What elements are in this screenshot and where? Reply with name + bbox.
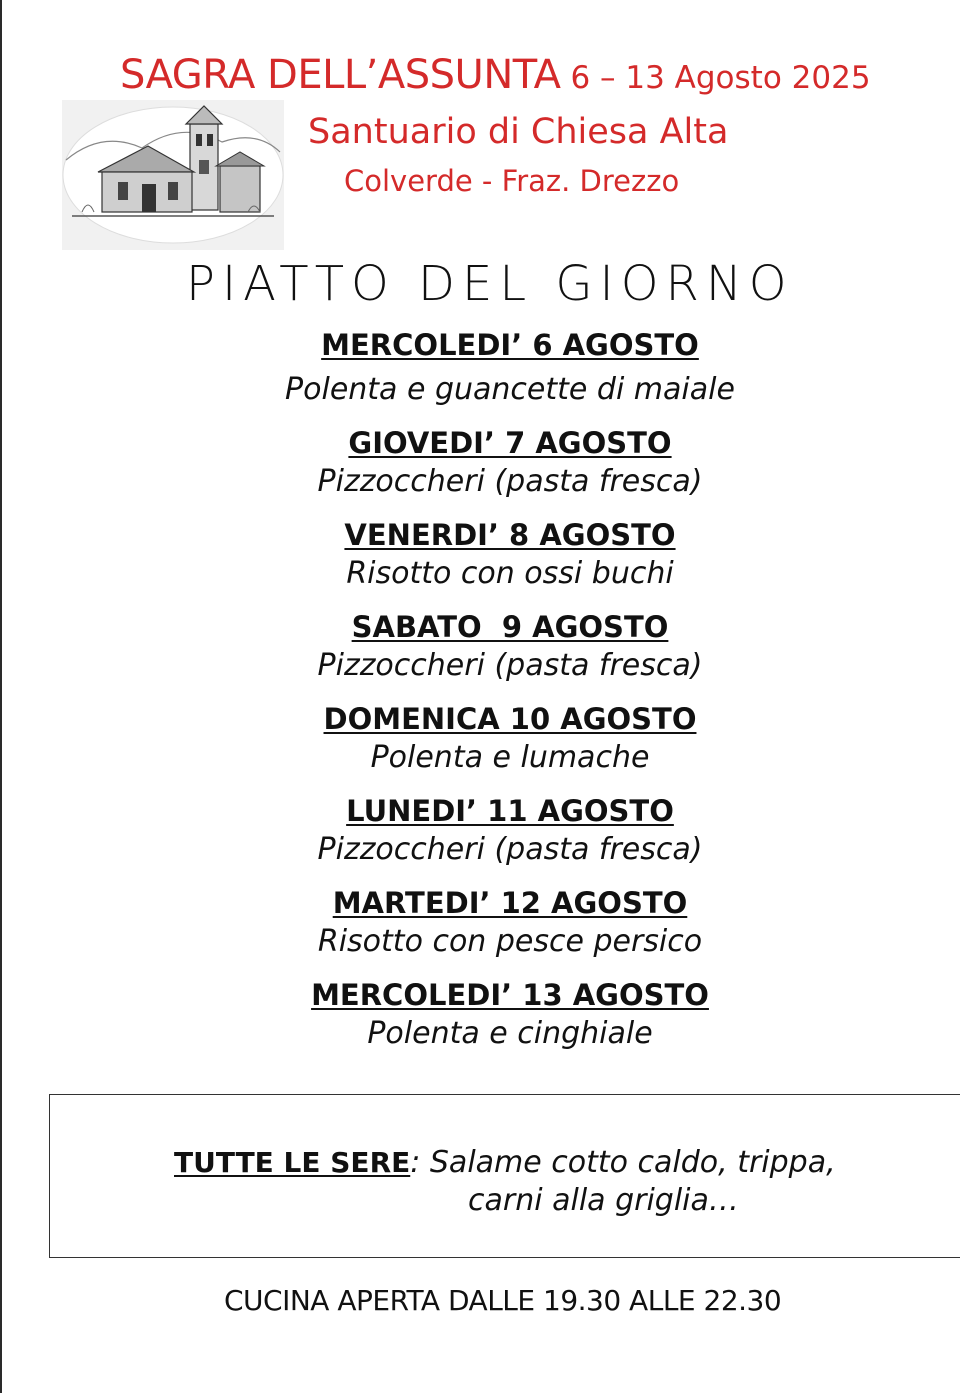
- kitchen-hours: CUCINA APERTA DALLE 19.30 ALLE 22.30: [224, 1284, 782, 1317]
- every-night-text-continued: carni alla griglia…: [468, 1183, 739, 1218]
- menu-entry: [200, 424, 820, 502]
- menu-day: GIOVEDI’ 7 AGOSTO: [348, 426, 672, 460]
- menu-entry: [200, 792, 820, 870]
- menu-entry: [200, 608, 820, 686]
- menu-entry: [200, 516, 820, 594]
- menu-dish: Polenta e lumache: [370, 740, 650, 775]
- menu-day: MARTEDI’ 12 AGOSTO: [332, 886, 688, 920]
- menu-entry: [200, 976, 820, 1054]
- event-dates: 6 – 13 Agosto 2025: [570, 60, 871, 96]
- every-night-box: [49, 1094, 960, 1258]
- menu-day: LUNEDI’ 11 AGOSTO: [346, 794, 674, 828]
- menu-dish: Pizzoccheri (pasta fresca): [317, 464, 703, 499]
- menu-day: MERCOLEDI’ 6 AGOSTO: [321, 328, 699, 362]
- event-name: SAGRA DELL’ASSUNTA: [120, 52, 561, 98]
- menu-dish: Pizzoccheri (pasta fresca): [317, 832, 703, 867]
- menu-dish: Polenta e guancette di maiale: [285, 372, 735, 407]
- every-night-label: TUTTE LE SERE: [174, 1146, 411, 1179]
- menu-dish: Polenta e cinghiale: [367, 1016, 653, 1051]
- venue-location: Colverde - Fraz. Drezzo: [344, 164, 680, 198]
- menu-day: MERCOLEDI’ 13 AGOSTO: [311, 978, 709, 1012]
- event-title: [120, 52, 871, 98]
- menu-dish: Risotto con pesce persico: [317, 924, 703, 959]
- menu-day: SABATO 9 AGOSTO: [351, 610, 669, 644]
- every-night-line: [174, 1145, 836, 1180]
- every-night-text: : Salame cotto caldo, trippa,: [410, 1145, 836, 1180]
- page-heading: PIATTO DEL GIORNO: [186, 256, 794, 312]
- left-border: [0, 0, 2, 1393]
- church-sketch-icon: [62, 100, 284, 250]
- menu-day: VENERDI’ 8 AGOSTO: [344, 518, 676, 552]
- menu-entry: [200, 326, 820, 410]
- menu-dish: Pizzoccheri (pasta fresca): [317, 648, 703, 683]
- menu-dish: Risotto con ossi buchi: [346, 556, 674, 591]
- menu-day: DOMENICA 10 AGOSTO: [323, 702, 697, 736]
- menu-entry: [200, 700, 820, 778]
- menu-entry: [200, 884, 820, 962]
- venue-name: Santuario di Chiesa Alta: [308, 112, 729, 152]
- daily-menu: [200, 326, 820, 1068]
